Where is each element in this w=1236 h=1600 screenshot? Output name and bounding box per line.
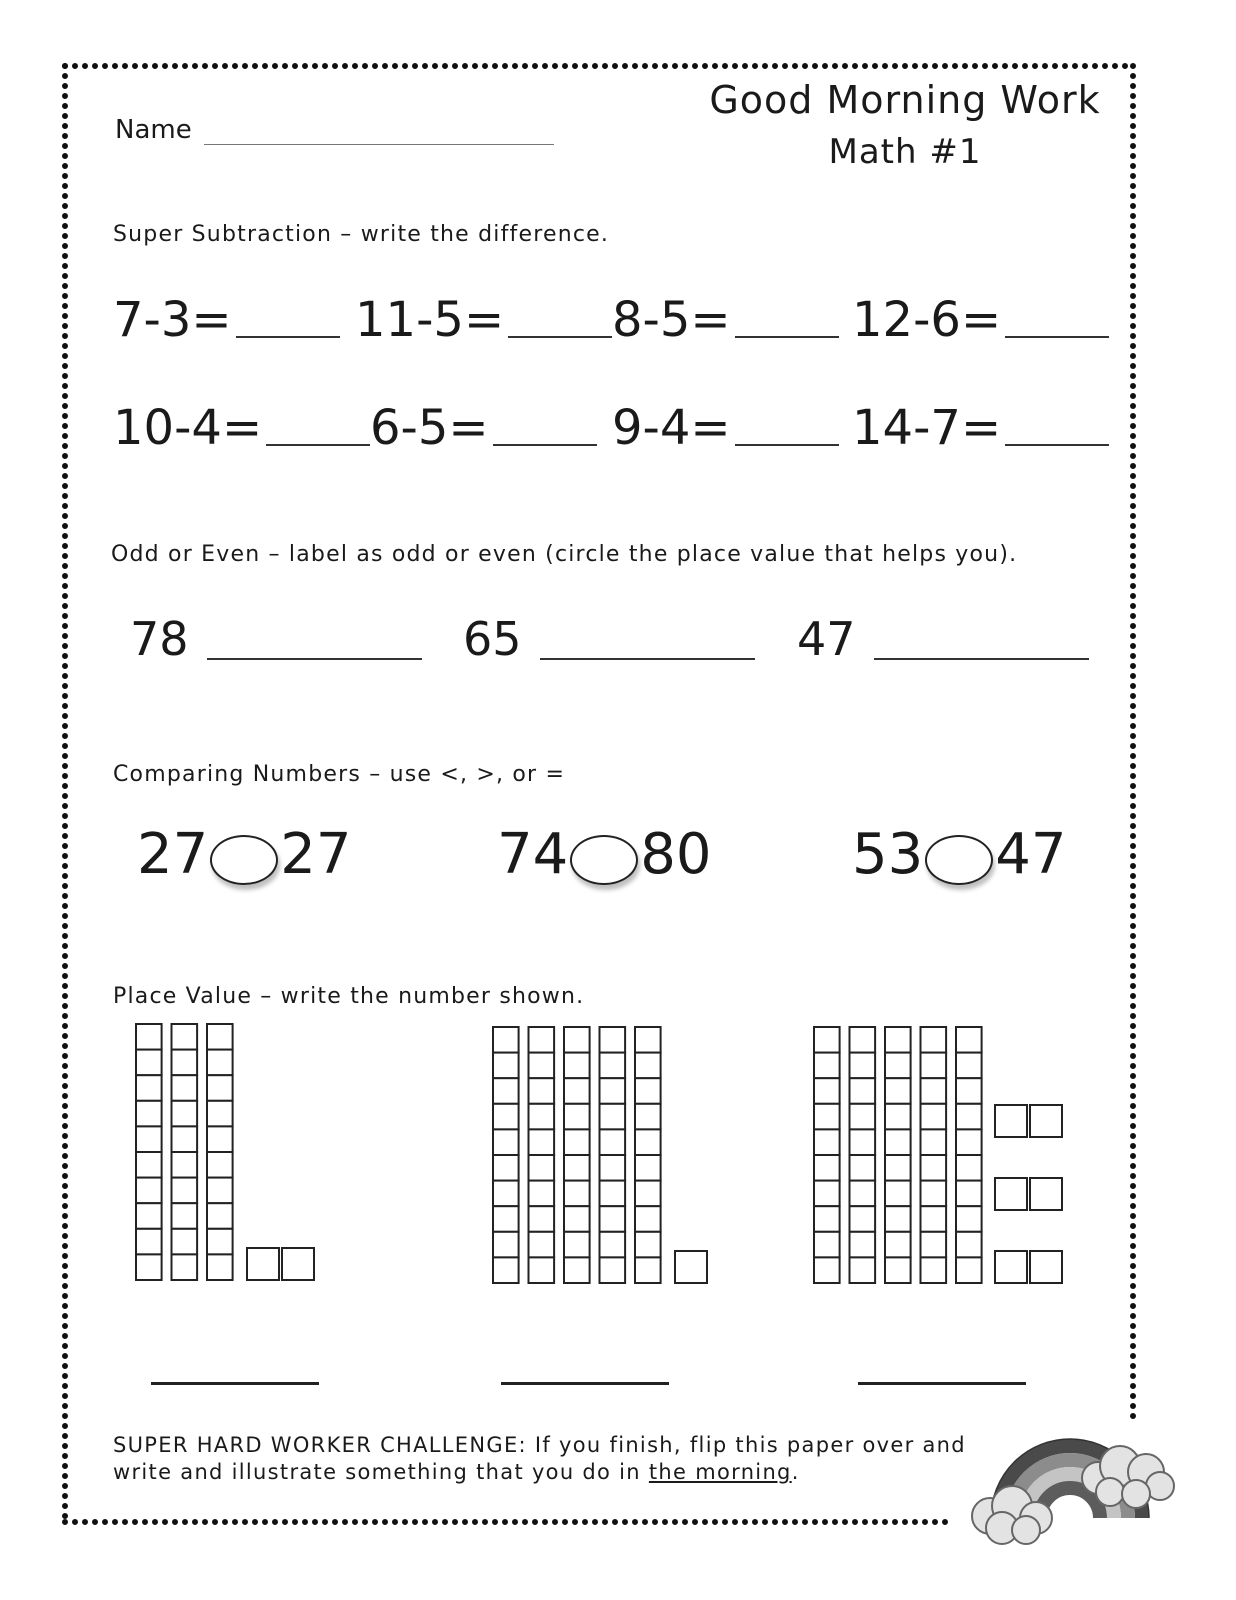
ten-rod-cell — [529, 1181, 555, 1207]
ten-rod-cell — [172, 1101, 198, 1127]
ten-rod-cell — [885, 1078, 911, 1104]
ten-rod-cell — [136, 1126, 162, 1152]
ten-rod-cell — [600, 1027, 626, 1053]
ones-cube — [247, 1248, 279, 1280]
ones-cube — [1030, 1178, 1062, 1210]
ten-rod-cell — [635, 1181, 661, 1207]
ten-rod-cell — [885, 1257, 911, 1283]
name-label: Name — [115, 115, 192, 145]
ten-rod-cell — [921, 1155, 947, 1181]
ten-rod-cell — [850, 1104, 876, 1130]
challenge-text — [113, 1432, 973, 1486]
ten-rod-cell — [885, 1027, 911, 1053]
ten-rod-cell — [814, 1181, 840, 1207]
ten-rod-cell — [635, 1129, 661, 1155]
challenge-underlined: the morning — [648, 1460, 792, 1484]
ten-rod-cell — [529, 1027, 555, 1053]
ten-rod-cell — [814, 1027, 840, 1053]
ten-rod-cell — [172, 1075, 198, 1101]
ten-rod-cell — [600, 1181, 626, 1207]
base-ten-model-1 — [136, 1024, 314, 1280]
ten-rod-cell — [600, 1232, 626, 1258]
ten-rod-cell — [493, 1181, 519, 1207]
ten-rod-cell — [635, 1232, 661, 1258]
ten-rod-cell — [207, 1101, 233, 1127]
rainbow-icon — [960, 1408, 1180, 1548]
ten-rod-cell — [493, 1078, 519, 1104]
ten-rod-cell — [172, 1050, 198, 1076]
ten-rod-cell — [850, 1232, 876, 1258]
ten-rod-cell — [956, 1181, 982, 1207]
ten-rod-cell — [207, 1254, 233, 1280]
ten-rod-cell — [814, 1257, 840, 1283]
ten-rod-cell — [956, 1232, 982, 1258]
ten-rod-cell — [529, 1104, 555, 1130]
base-ten-model-2 — [493, 1027, 707, 1283]
ten-rod-cell — [814, 1104, 840, 1130]
ones-cube — [995, 1178, 1027, 1210]
ten-rod-cell — [885, 1129, 911, 1155]
problem-text: 12-6= — [852, 292, 1002, 348]
ten-rod-cell — [136, 1024, 162, 1050]
ten-rod-cell — [956, 1104, 982, 1130]
ten-rod-cell — [850, 1181, 876, 1207]
ten-rod-cell — [493, 1232, 519, 1258]
place-value-instruction: Place Value – write the number shown. — [113, 984, 585, 1009]
ten-rod-cell — [814, 1078, 840, 1104]
ten-rod-cell — [814, 1053, 840, 1079]
page-title: Good Morning Work — [709, 78, 1101, 122]
ones-cube — [995, 1105, 1027, 1137]
ten-rod-cell — [136, 1254, 162, 1280]
ten-rod-cell — [564, 1257, 590, 1283]
ten-rod-cell — [885, 1181, 911, 1207]
ten-rod-cell — [956, 1206, 982, 1232]
ten-rod-cell — [814, 1232, 840, 1258]
ten-rod-cell — [529, 1257, 555, 1283]
ten-rod-cell — [136, 1152, 162, 1178]
ten-rod-cell — [600, 1257, 626, 1283]
subtraction-instruction: Super Subtraction – write the difference. — [113, 222, 610, 247]
ten-rod-cell — [814, 1129, 840, 1155]
ones-cube — [1030, 1105, 1062, 1137]
ten-rod-cell — [136, 1203, 162, 1229]
ones-cube — [675, 1251, 707, 1283]
ten-rod-cell — [172, 1254, 198, 1280]
ten-rod-cell — [885, 1104, 911, 1130]
ten-rod-cell — [564, 1078, 590, 1104]
ten-rod-cell — [493, 1257, 519, 1283]
ten-rod-cell — [850, 1257, 876, 1283]
problem-text: 9-4= — [612, 400, 731, 456]
ten-rod-cell — [921, 1104, 947, 1130]
ten-rod-cell — [172, 1152, 198, 1178]
ten-rod-cell — [564, 1104, 590, 1130]
ten-rod-cell — [921, 1027, 947, 1053]
ten-rod-cell — [207, 1229, 233, 1255]
ten-rod-cell — [885, 1232, 911, 1258]
compare-right-number: 47 — [995, 822, 1067, 887]
ten-rod-cell — [600, 1078, 626, 1104]
compare-right-number: 27 — [280, 822, 352, 887]
ten-rod-cell — [921, 1257, 947, 1283]
ten-rod-cell — [814, 1155, 840, 1181]
ten-rod-cell — [172, 1203, 198, 1229]
ten-rod-cell — [564, 1053, 590, 1079]
ten-rod-cell — [172, 1024, 198, 1050]
ten-rod-cell — [635, 1104, 661, 1130]
problem-text: 11-5= — [355, 292, 505, 348]
ten-rod-cell — [635, 1155, 661, 1181]
ten-rod-cell — [850, 1053, 876, 1079]
ten-rod-cell — [493, 1129, 519, 1155]
ten-rod-cell — [207, 1126, 233, 1152]
ten-rod-cell — [850, 1155, 876, 1181]
ten-rod-cell — [493, 1104, 519, 1130]
ten-rod-cell — [885, 1206, 911, 1232]
ten-rod-cell — [956, 1257, 982, 1283]
ten-rod-cell — [956, 1078, 982, 1104]
ten-rod-cell — [207, 1152, 233, 1178]
place-value-answer-line[interactable] — [151, 1382, 319, 1385]
ten-rod-cell — [635, 1027, 661, 1053]
ten-rod-cell — [956, 1053, 982, 1079]
ten-rod-cell — [885, 1053, 911, 1079]
ten-rod-cell — [172, 1126, 198, 1152]
ten-rod-cell — [529, 1078, 555, 1104]
ten-rod-cell — [564, 1232, 590, 1258]
compare-left-number: 27 — [137, 822, 209, 887]
ten-rod-cell — [564, 1027, 590, 1053]
ten-rod-cell — [956, 1155, 982, 1181]
ten-rod-cell — [921, 1078, 947, 1104]
problem-text: 10-4= — [113, 400, 263, 456]
challenge-suffix: . — [791, 1460, 800, 1484]
ten-rod-cell — [850, 1027, 876, 1053]
ten-rod-cell — [600, 1104, 626, 1130]
odd-even-number: 47 — [797, 612, 856, 666]
compare-left-number: 74 — [497, 822, 569, 887]
place-value-answer-line[interactable] — [858, 1382, 1026, 1385]
place-value-answer-line[interactable] — [501, 1382, 669, 1385]
ten-rod-cell — [207, 1075, 233, 1101]
challenge-prefix: SUPER HARD WORKER CHALLENGE: If you finish, flip this paper over and write and illustrate something that you do in — [113, 1433, 966, 1484]
ten-rod-cell — [493, 1155, 519, 1181]
ones-cube — [282, 1248, 314, 1280]
ten-rod-cell — [564, 1181, 590, 1207]
base-ten-model-3 — [814, 1027, 1062, 1283]
ten-rod-cell — [493, 1027, 519, 1053]
ten-rod-cell — [136, 1229, 162, 1255]
odd-even-instruction: Odd or Even – label as odd or even (circle the place value that helps you). — [111, 542, 1018, 567]
ten-rod-cell — [172, 1178, 198, 1204]
ten-rod-cell — [850, 1078, 876, 1104]
ten-rod-cell — [136, 1050, 162, 1076]
ten-rod-cell — [600, 1129, 626, 1155]
ten-rod-cell — [956, 1129, 982, 1155]
ten-rod-cell — [956, 1027, 982, 1053]
ten-rod-cell — [635, 1257, 661, 1283]
ten-rod-cell — [600, 1155, 626, 1181]
ten-rod-cell — [814, 1206, 840, 1232]
ones-cube — [995, 1251, 1027, 1283]
ten-rod-cell — [564, 1129, 590, 1155]
ten-rod-cell — [885, 1155, 911, 1181]
ten-rod-cell — [529, 1129, 555, 1155]
ten-rod-cell — [493, 1206, 519, 1232]
ten-rod-cell — [207, 1050, 233, 1076]
odd-even-number: 78 — [130, 612, 189, 666]
comparing-instruction: Comparing Numbers – use <, >, or = — [113, 762, 566, 787]
ten-rod-cell — [921, 1232, 947, 1258]
page-subtitle: Math #1 — [828, 132, 982, 172]
ten-rod-cell — [529, 1206, 555, 1232]
ten-rod-cell — [529, 1232, 555, 1258]
problem-text: 7-3= — [113, 292, 232, 348]
compare-right-number: 80 — [640, 822, 712, 887]
ten-rod-cell — [564, 1155, 590, 1181]
ten-rod-cell — [207, 1203, 233, 1229]
problem-text: 14-7= — [852, 400, 1002, 456]
problem-text: 6-5= — [370, 400, 489, 456]
ten-rod-cell — [635, 1053, 661, 1079]
ten-rod-cell — [850, 1206, 876, 1232]
ones-cube — [1030, 1251, 1062, 1283]
ten-rod-cell — [921, 1053, 947, 1079]
problem-text: 8-5= — [612, 292, 731, 348]
ten-rod-cell — [493, 1053, 519, 1079]
odd-even-number: 65 — [463, 612, 522, 666]
ten-rod-cell — [207, 1024, 233, 1050]
ten-rod-cell — [564, 1206, 590, 1232]
ten-rod-cell — [921, 1129, 947, 1155]
ten-rod-cell — [635, 1206, 661, 1232]
ten-rod-cell — [207, 1178, 233, 1204]
ten-rod-cell — [529, 1053, 555, 1079]
ten-rod-cell — [600, 1206, 626, 1232]
ten-rod-cell — [136, 1101, 162, 1127]
ten-rod-cell — [136, 1075, 162, 1101]
ten-rod-cell — [136, 1178, 162, 1204]
ten-rod-cell — [172, 1229, 198, 1255]
ten-rod-cell — [600, 1053, 626, 1079]
compare-left-number: 53 — [852, 822, 924, 887]
ten-rod-cell — [635, 1078, 661, 1104]
ten-rod-cell — [921, 1206, 947, 1232]
ten-rod-cell — [529, 1155, 555, 1181]
ten-rod-cell — [921, 1181, 947, 1207]
ten-rod-cell — [850, 1129, 876, 1155]
